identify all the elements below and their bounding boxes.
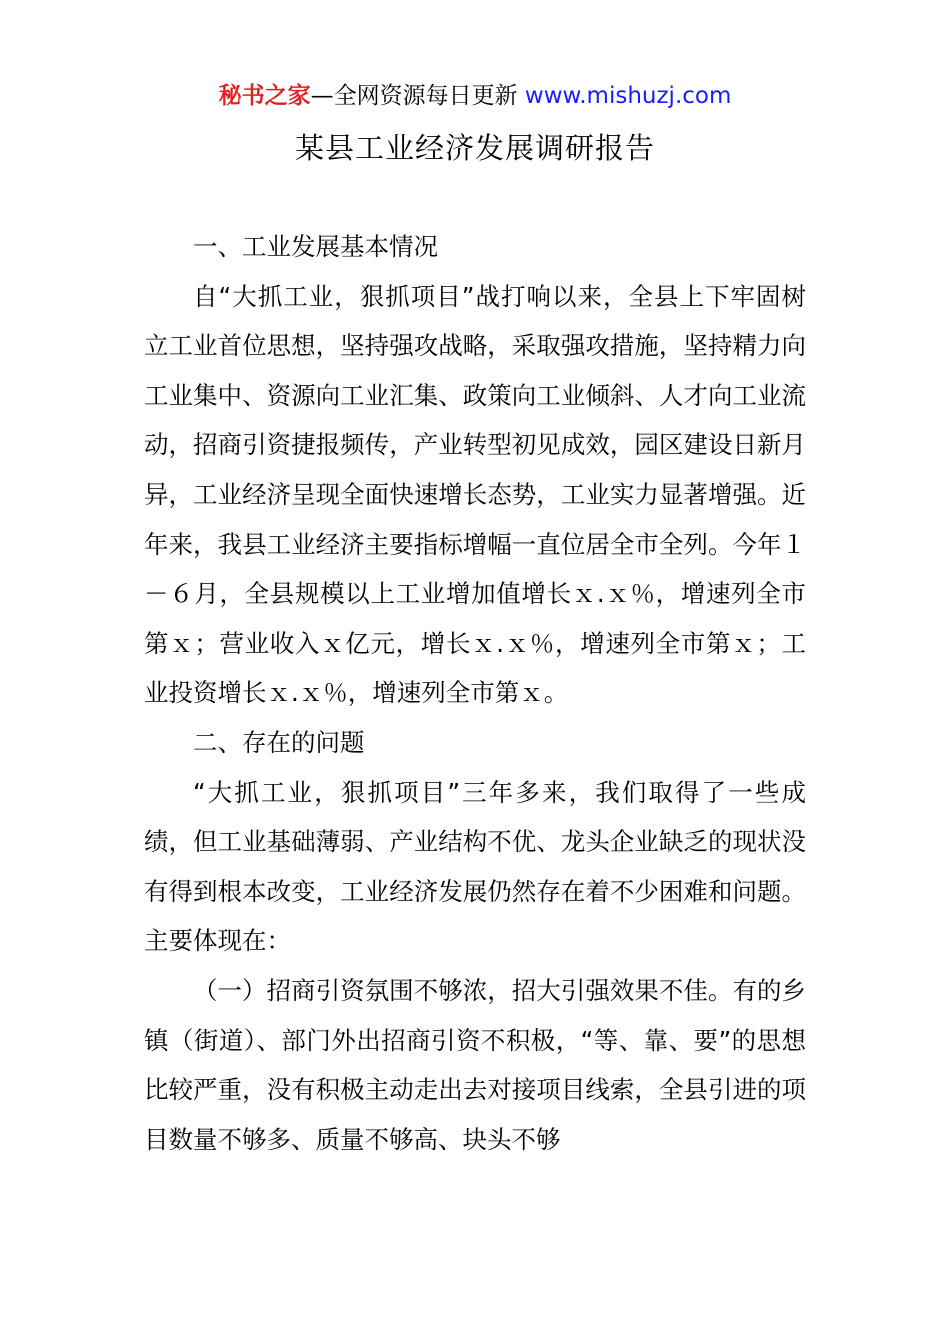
section-heading-2: 二、存在的问题 [193,727,365,757]
site-url-link[interactable]: www.mishuzj.com [524,83,732,109]
document-body [144,222,806,1164]
site-header [0,80,950,112]
paragraph-1: 自“大抓工业，狠抓项目”战打响以来，全县上下牢固树立工业首位思想，坚持强攻战略，采取强攻措施，坚持精力向工业集中、资源向工业汇集、政策向工业倾斜、人才向工业流动，招商引资捷报频传，产业转型初见成效，园区建设日新月异，工业经济呈现全面快速增长态势，工业实力显著增强。近年来，我县工业经济主要指标增幅一直位居全市全列。今年１－６月，全县规模以上工业增加值增长ｘ.ｘ％，增速列全市第ｘ；营业收入ｘ亿元，增长ｘ.ｘ％，增速列全市第ｘ；工业投资增长ｘ.ｘ％，增速列全市第ｘ。 [144,281,806,708]
brand-name: 秘书之家 [218,83,311,109]
paragraph-2: “大抓工业，狠抓项目”三年多来，我们取得了一些成绩，但工业基础薄弱、产业结构不优、龙头企业缺乏的现状没有得到根本改变，工业经济发展仍然存在着不少困难和问题。主要体现在： [144,777,806,956]
section-heading-1: 一、工业发展基本情况 [193,232,438,261]
document-title: 某县工业经济发展调研报告 [294,131,655,165]
paragraph-3: （一）招商引资氛围不够浓，招大引强效果不佳。有的乡镇（街道）、部门外出招商引资不积极，“等、靠、要”的思想比较严重，没有积极主动走出去对接项目线索，全县引进的项目数量不够多、质量不够高、块头不够 [144,975,806,1154]
header-tagline: —全网资源每日更新 [310,83,518,109]
